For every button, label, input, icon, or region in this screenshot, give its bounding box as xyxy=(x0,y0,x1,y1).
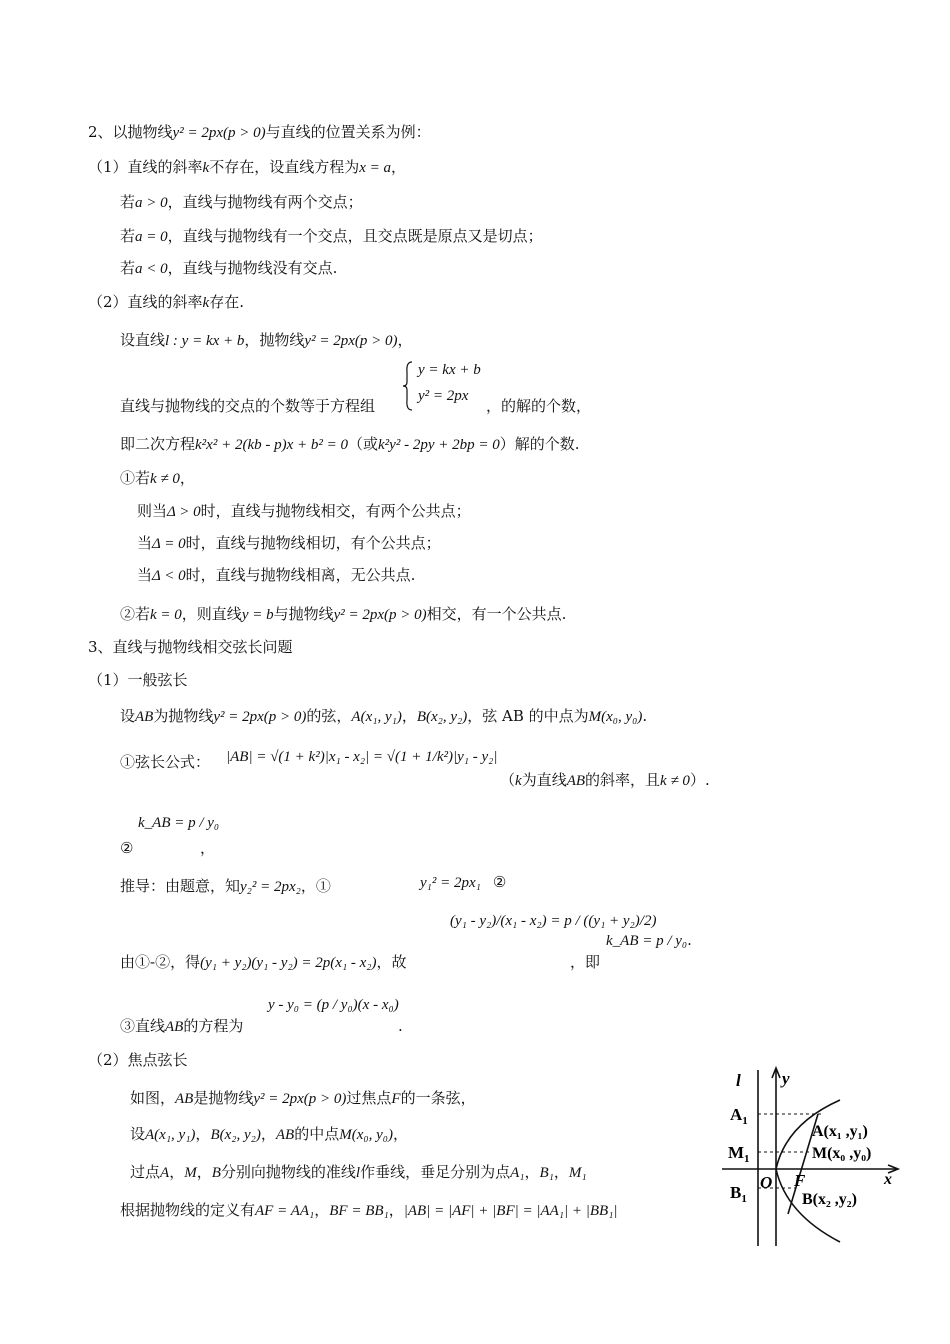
label-m1: $M_1$ xyxy=(728,1143,750,1165)
set-line: 设直线l : y = kx + b，抛物线y² = 2px(p > 0)， xyxy=(120,331,413,349)
derivation-eq2: y₁² = 2px₁ ② xyxy=(420,873,507,891)
focal-perpendiculars: 过点A，M，B分别向抛物线的准线l作垂线，垂足分别为点A₁，B₁，M₁ xyxy=(130,1163,587,1181)
line-ab-equation: ③直线AB的方程为 xyxy=(120,1017,244,1035)
case1-a-negative: 若a < 0，直线与抛物线没有交点. xyxy=(120,259,338,277)
parabola-formula: y² = 2px(p > 0) xyxy=(172,125,266,141)
system-text: 直线与抛物线的交点的个数等于方程组 xyxy=(120,397,376,415)
delta-positive: 则当Δ > 0时，直线与抛物线相交，有两个公共点； xyxy=(137,502,471,520)
label-y: y xyxy=(782,1069,790,1088)
label-point-b: B(x₂ ,y₂) xyxy=(802,1191,857,1208)
case-k-nonzero: ①若k ≠ 0， xyxy=(120,469,195,487)
chord-setup: 设AB为抛物线y² = 2px(p > 0)的弦，A(x₁, y₁)，B(x₂, y₂)，弦 AB 的中点为M(x₀, y₀). xyxy=(120,707,648,725)
chord-length-math: |AB| = √(1 + k²)|x₁ - x₂| = √(1 + 1/k²)|y₁ - y₂| xyxy=(226,749,498,765)
system-eq1: y = kx + b xyxy=(418,362,481,378)
quadratic-line: 即二次方程k²x² + 2(kb - p)x + b² = 0（或k²y² - 2py + 2bp = 0）解的个数. xyxy=(120,435,580,453)
label-origin: O xyxy=(760,1173,773,1192)
label-x: x xyxy=(884,1171,892,1188)
focal-intro: 如图，AB是抛物线y² = 2px(p > 0)过焦点F的一条弦， xyxy=(130,1089,476,1107)
slope-midpoint-tail: ， xyxy=(200,839,216,857)
chord-length-note: （k为直线AB的斜率，且k ≠ 0）. xyxy=(500,771,710,789)
slope-midpoint-math: k_AB = p / y₀ xyxy=(138,815,220,831)
system-brace xyxy=(402,360,414,412)
line-ab-math: y - y₀ = (p / y₀)(x - x₀) xyxy=(268,997,399,1013)
slope-midpoint: ② xyxy=(120,839,134,857)
ratio-math: (y₁ - y₂)/(x₁ - x₂) = p / ((y₁ + y₂)/2) xyxy=(450,913,657,929)
focal-points: 设A(x₁, y₁)，B(x₂, y₂)，AB的中点M(x₀, y₀)， xyxy=(130,1125,408,1143)
label-a1: $A_1$ xyxy=(730,1105,748,1127)
label-l: l xyxy=(736,1071,741,1090)
general-chord-heading: （1）一般弦长 xyxy=(88,671,188,689)
label-point-a: A(x₁ ,y₁) xyxy=(812,1123,868,1140)
derivation-line: 推导：由题意，知y₂² = 2px₂，① xyxy=(120,877,331,895)
parabola-curve xyxy=(776,1100,840,1242)
delta-zero: 当Δ = 0时，直线与抛物线相切，有个公共点； xyxy=(137,534,441,552)
system-eq2: y² = 2px xyxy=(418,388,469,404)
focal-chord-figure xyxy=(718,1064,904,1250)
case1-a-zero: 若a = 0，直线与抛物线有一个交点，且交点既是原点又是切点； xyxy=(120,227,543,245)
focal-definition: 根据抛物线的定义有AF = AA₁，BF = BB₁，|AB| = |AF| + |BF| = |AA₁| + |BB₁| xyxy=(120,1201,618,1219)
section3-heading: 3、直线与抛物线相交弦长问题 xyxy=(88,638,293,656)
case1-a-positive: 若a > 0，直线与抛物线有两个交点； xyxy=(120,193,363,211)
label-b1: $B_1$ xyxy=(730,1183,747,1205)
subtraction-tail: ，即 xyxy=(570,953,601,971)
label-focus: F xyxy=(794,1171,806,1190)
label-point-m: M(x₀ ,y₀) xyxy=(812,1145,872,1162)
delta-negative: 当Δ < 0时，直线与抛物线相离，无公共点. xyxy=(137,566,416,584)
chord-length-formula: ①弦长公式： xyxy=(120,753,211,771)
focal-chord-heading: （2）焦点弦长 xyxy=(88,1051,188,1069)
case1-line: （1）直线的斜率k不存在，设直线方程为x = a， xyxy=(88,158,407,176)
case2-line: （2）直线的斜率k存在. xyxy=(88,293,244,311)
section2-heading: 2、以抛物线y² = 2px(p > 0)与直线的位置关系为例： xyxy=(88,123,431,141)
subtraction-line: 由①-②，得(y₁ + y₂)(y₁ - y₂) = 2p(x₁ - x₂)，故 xyxy=(120,953,407,971)
kab-result: k_AB = p / y₀. xyxy=(606,931,692,949)
case-k-zero: ②若k = 0，则直线y = b与抛物线y² = 2px(p > 0)相交，有一个公共点. xyxy=(120,605,567,623)
line-ab-tail: . xyxy=(398,1017,403,1035)
system-text-tail: ，的解的个数， xyxy=(486,397,592,415)
